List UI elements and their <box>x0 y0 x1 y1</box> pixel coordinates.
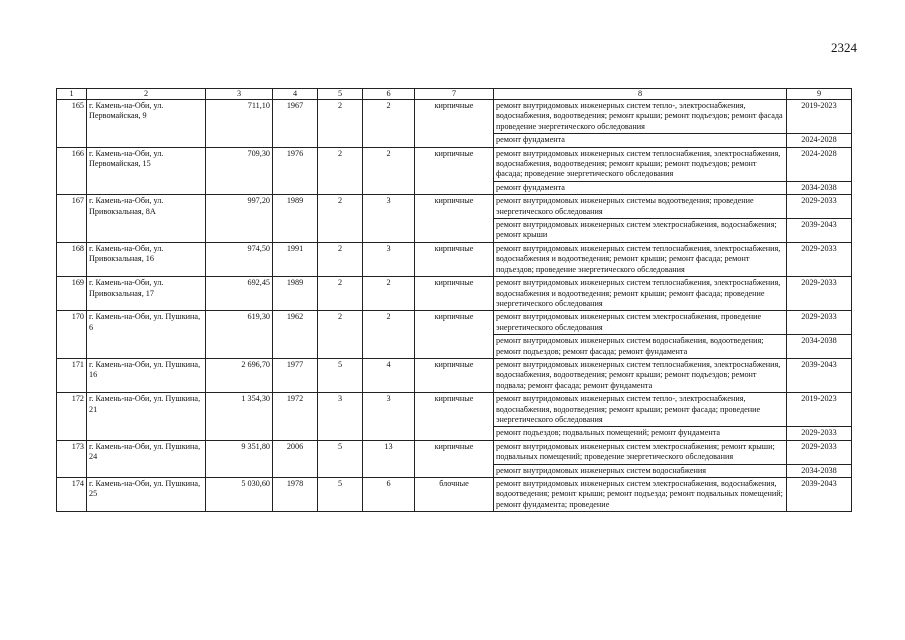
repair-period: 2029-2033 <box>787 195 852 219</box>
address: г. Камень-на-Оби, ул. Пушкина, 16 <box>87 358 206 392</box>
repair-works: ремонт внутридомовых инженерных систем водоснабжения <box>494 464 787 477</box>
page-number: 2324 <box>831 40 857 55</box>
total-area: 1 354,30 <box>206 393 273 441</box>
address: г. Камень-на-Оби, ул. Привокзальная, 16 <box>87 242 206 276</box>
repair-period: 2029-2033 <box>787 242 852 276</box>
repair-works: ремонт внутридомовых инженерных систем теплоснабжения, электроснабжения, водоснабжения, водоотведения; ремонт крыши; ремонт подъездов; ремонт фасада; проведение энергетического обследования <box>494 147 787 181</box>
repair-period: 2029-2033 <box>787 427 852 440</box>
wall-material: кирпичные <box>415 147 494 195</box>
table-row <box>57 277 852 311</box>
row-number: 165 <box>57 100 87 148</box>
build-year: 1978 <box>273 478 318 512</box>
repair-works: ремонт внутридомовых инженерных систем тепло-, электроснабжения, водоснабжения, водоотведения; ремонт крыши; ремонт фасада; проведение энергетического обследования <box>494 393 787 427</box>
repair-period: 2029-2033 <box>787 440 852 464</box>
floor-count: 2 <box>318 195 363 243</box>
entrance-count: 3 <box>363 242 415 276</box>
table-row <box>57 147 852 181</box>
wall-material: кирпичные <box>415 440 494 477</box>
table-row <box>57 478 852 512</box>
build-year: 1989 <box>273 277 318 311</box>
repair-works: ремонт внутридомовых инженерных систем теплоснабжения, электроснабжения, водоснабжения и водоотведения; ремонт крыши; ремонт фасада; проведение энергетического обследования <box>494 277 787 311</box>
wall-material: кирпичные <box>415 242 494 276</box>
repair-works: ремонт внутридомовых инженерных систем электроснабжения, проведение энергетического обследования <box>494 311 787 335</box>
repair-period: 2039-2043 <box>787 219 852 243</box>
entrance-count: 2 <box>363 311 415 359</box>
col-header-6: 6 <box>363 89 415 100</box>
col-header-3: 3 <box>206 89 273 100</box>
repair-period: 2024-2028 <box>787 134 852 147</box>
table-row <box>57 358 852 392</box>
address: г. Камень-на-Оби, ул. Пушкина, 25 <box>87 478 206 512</box>
col-header-4: 4 <box>273 89 318 100</box>
col-header-7: 7 <box>415 89 494 100</box>
total-area: 619,30 <box>206 311 273 359</box>
row-number: 169 <box>57 277 87 311</box>
total-area: 974,50 <box>206 242 273 276</box>
wall-material: кирпичные <box>415 100 494 148</box>
repair-works: ремонт внутридомовых инженерных систем теплоснабжения, электроснабжения, водоснабжения, водоотведения; ремонт крыши; ремонт подъездов; ремонт подвала; ремонт фасада; ремонт фундамента <box>494 358 787 392</box>
row-number: 166 <box>57 147 87 195</box>
repair-period: 2029-2033 <box>787 277 852 311</box>
repair-works: ремонт подъездов; подвальных помещений; ремонт фундамента <box>494 427 787 440</box>
build-year: 1977 <box>273 358 318 392</box>
table-row <box>57 195 852 219</box>
total-area: 692,45 <box>206 277 273 311</box>
repair-works: ремонт внутридомовых инженерных систем электроснабжения, водоснабжения, водоотведения; ремонт крыши; ремонт подъезда; ремонт подвальных помещений; ремонт фундамента; проведение <box>494 478 787 512</box>
floor-count: 2 <box>318 311 363 359</box>
wall-material: кирпичные <box>415 277 494 311</box>
repair-period: 2019-2023 <box>787 100 852 134</box>
repair-works: ремонт внутридомовых инженерных систем электроснабжения, водоснабжения; ремонт крыши <box>494 219 787 243</box>
wall-material: блочные <box>415 478 494 512</box>
table-row <box>57 393 852 427</box>
entrance-count: 2 <box>363 100 415 148</box>
repair-period: 2034-2038 <box>787 181 852 194</box>
wall-material: кирпичные <box>415 195 494 243</box>
address: г. Камень-на-Оби, ул. Привокзальная, 17 <box>87 277 206 311</box>
col-header-1: 1 <box>57 89 87 100</box>
address: г. Камень-на-Оби, ул. Первомайская, 15 <box>87 147 206 195</box>
col-header-5: 5 <box>318 89 363 100</box>
repair-works: ремонт внутридомовых инженерных систем теплоснабжения, электроснабжения, водоснабжения и водоотведения; ремонт крыши; ремонт фасада; ремонт подъездов; проведение энергетического обследования <box>494 242 787 276</box>
build-year: 2006 <box>273 440 318 477</box>
wall-material: кирпичные <box>415 311 494 359</box>
entrance-count: 2 <box>363 147 415 195</box>
repair-period: 2039-2043 <box>787 478 852 512</box>
wall-material: кирпичные <box>415 358 494 392</box>
entrance-count: 3 <box>363 393 415 441</box>
address: г. Камень-на-Оби, ул. Пушкина, 6 <box>87 311 206 359</box>
repair-period: 2034-2038 <box>787 464 852 477</box>
build-year: 1962 <box>273 311 318 359</box>
entrance-count: 13 <box>363 440 415 477</box>
build-year: 1972 <box>273 393 318 441</box>
repair-period: 2034-2038 <box>787 335 852 359</box>
total-area: 709,30 <box>206 147 273 195</box>
row-number: 173 <box>57 440 87 477</box>
total-area: 2 696,70 <box>206 358 273 392</box>
address: г. Камень-на-Оби, ул. Пушкина, 21 <box>87 393 206 441</box>
repair-works: ремонт внутридомовых инженерных систем водоснабжения, водоотведения; ремонт подъездов; ремонт фасада; ремонт фундамента <box>494 335 787 359</box>
housing-repair-table <box>56 88 852 512</box>
repair-works: ремонт внутридомовых инженерных систем электроснабжения; ремонт крыши; подвальных помещений; проведение энергетического обследования <box>494 440 787 464</box>
address: г. Камень-на-Оби, ул. Привокзальная, 8А <box>87 195 206 243</box>
repair-period: 2024-2028 <box>787 147 852 181</box>
floor-count: 3 <box>318 393 363 441</box>
total-area: 5 030,60 <box>206 478 273 512</box>
repair-period: 2039-2043 <box>787 358 852 392</box>
build-year: 1989 <box>273 195 318 243</box>
table-row <box>57 100 852 134</box>
table-row <box>57 311 852 335</box>
floor-count: 2 <box>318 242 363 276</box>
table-row <box>57 440 852 464</box>
wall-material: кирпичные <box>415 393 494 441</box>
row-number: 167 <box>57 195 87 243</box>
floor-count: 2 <box>318 147 363 195</box>
repair-works: ремонт фундамента <box>494 134 787 147</box>
repair-works: ремонт внутридомовых инженерных систем тепло-, электроснабжения, водоснабжения, водоотведения; ремонт крыши; ремонт подъездов; ремонт фасада проведение энергетического обследования <box>494 100 787 134</box>
row-number: 170 <box>57 311 87 359</box>
entrance-count: 6 <box>363 478 415 512</box>
total-area: 997,20 <box>206 195 273 243</box>
entrance-count: 3 <box>363 195 415 243</box>
table-row <box>57 242 852 276</box>
build-year: 1991 <box>273 242 318 276</box>
floor-count: 5 <box>318 358 363 392</box>
repair-works: ремонт внутридомовых инженерных системы водоотведения; проведение энергетического обследования <box>494 195 787 219</box>
row-number: 174 <box>57 478 87 512</box>
build-year: 1967 <box>273 100 318 148</box>
entrance-count: 2 <box>363 277 415 311</box>
entrance-count: 4 <box>363 358 415 392</box>
floor-count: 2 <box>318 277 363 311</box>
floor-count: 5 <box>318 440 363 477</box>
row-number: 171 <box>57 358 87 392</box>
repair-works: ремонт фундамента <box>494 181 787 194</box>
row-number: 172 <box>57 393 87 441</box>
address: г. Камень-на-Оби, ул. Пушкина, 24 <box>87 440 206 477</box>
col-header-9: 9 <box>787 89 852 100</box>
floor-count: 5 <box>318 478 363 512</box>
table-body <box>57 100 852 512</box>
address: г. Камень-на-Оби, ул. Первомайская, 9 <box>87 100 206 148</box>
build-year: 1976 <box>273 147 318 195</box>
repair-period: 2029-2033 <box>787 311 852 335</box>
header-row <box>57 89 852 100</box>
floor-count: 2 <box>318 100 363 148</box>
col-header-2: 2 <box>87 89 206 100</box>
total-area: 9 351,80 <box>206 440 273 477</box>
total-area: 711,10 <box>206 100 273 148</box>
row-number: 168 <box>57 242 87 276</box>
col-header-8: 8 <box>494 89 787 100</box>
repair-period: 2019-2023 <box>787 393 852 427</box>
